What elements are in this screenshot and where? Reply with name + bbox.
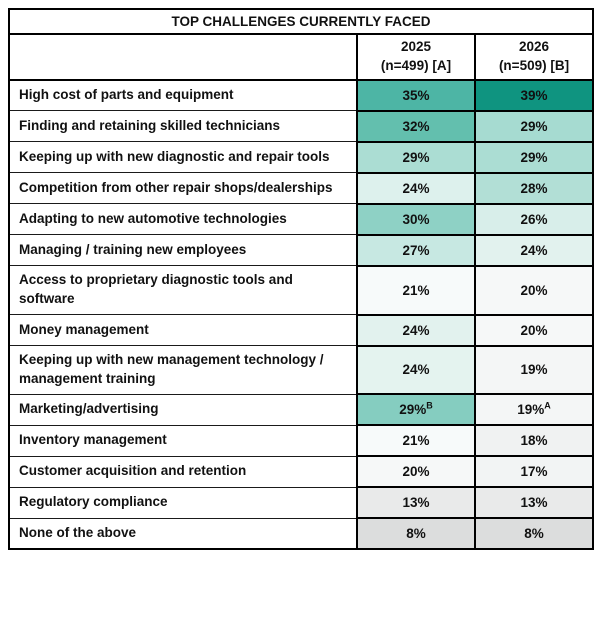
value-cell: 8% [475,518,593,549]
column-year: 2025 [400,39,432,54]
challenge-label: Customer acquisition and retention [9,456,357,487]
header-empty-cell [9,34,357,80]
value-cell: 20% [357,456,475,487]
value-cell: 18% [475,425,593,456]
value-cell: 32% [357,111,475,142]
value-cell: 20% [475,315,593,346]
table-row [9,235,593,266]
table-row [9,456,593,487]
challenge-label: None of the above [9,518,357,549]
table-title: TOP CHALLENGES CURRENTLY FACED [9,9,593,34]
column-header-2026 [475,34,593,80]
challenges-table [8,8,594,550]
table-row [9,394,593,425]
table-row [9,425,593,456]
header-row [9,34,593,80]
challenge-label: Money management [9,315,357,346]
challenge-label: Inventory management [9,425,357,456]
challenge-label: Access to proprietary diagnostic tools and software [9,266,357,315]
value-cell: 24% [357,173,475,204]
value-cell: 30% [357,204,475,235]
table-row [9,315,593,346]
column-header-2025 [357,34,475,80]
significance-superscript: B [426,400,433,411]
value-cell: 19% [475,346,593,395]
value-cell: 27% [357,235,475,266]
table-row [9,173,593,204]
value-cell: 26% [475,204,593,235]
challenge-label: Managing / training new employees [9,235,357,266]
table-row [9,518,593,549]
value-cell: 29% [357,142,475,173]
value-cell: 21% [357,425,475,456]
value-cell: 24% [357,315,475,346]
column-base: (n=499) [A] [380,57,452,73]
value-cell: 24% [475,235,593,266]
table-row [9,80,593,111]
value-cell: 21% [357,266,475,315]
value-cell: 13% [475,487,593,518]
value-cell: 28% [475,173,593,204]
value-cell: 20% [475,266,593,315]
challenge-label: Marketing/advertising [9,394,357,425]
challenge-label: Keeping up with new diagnostic and repair tools [9,142,357,173]
table-row [9,204,593,235]
table-row [9,111,593,142]
column-base: (n=509) [B] [498,57,570,73]
value-cell: 19%$^A$ [475,394,593,425]
significance-superscript: A [544,400,551,411]
table-row [9,266,593,315]
value-cell: 39% [475,80,593,111]
challenge-label: High cost of parts and equipment [9,80,357,111]
table-row [9,487,593,518]
value-cell: 29% [475,142,593,173]
value-cell: 35% [357,80,475,111]
table-row [9,142,593,173]
challenge-label: Finding and retaining skilled technicians [9,111,357,142]
challenge-label: Keeping up with new management technology / management training [9,346,357,395]
table-row [9,346,593,395]
table-body [9,80,593,550]
challenge-label: Adapting to new automotive technologies [9,204,357,235]
challenge-label: Regulatory compliance [9,487,357,518]
value-cell: 29% [475,111,593,142]
value-cell: 24% [357,346,475,395]
value-cell: 8% [357,518,475,549]
title-row [9,9,593,34]
value-cell: 29%$^B$ [357,394,475,425]
column-year: 2026 [518,39,550,54]
value-cell: 13% [357,487,475,518]
challenge-label: Competition from other repair shops/dealerships [9,173,357,204]
value-cell: 17% [475,456,593,487]
